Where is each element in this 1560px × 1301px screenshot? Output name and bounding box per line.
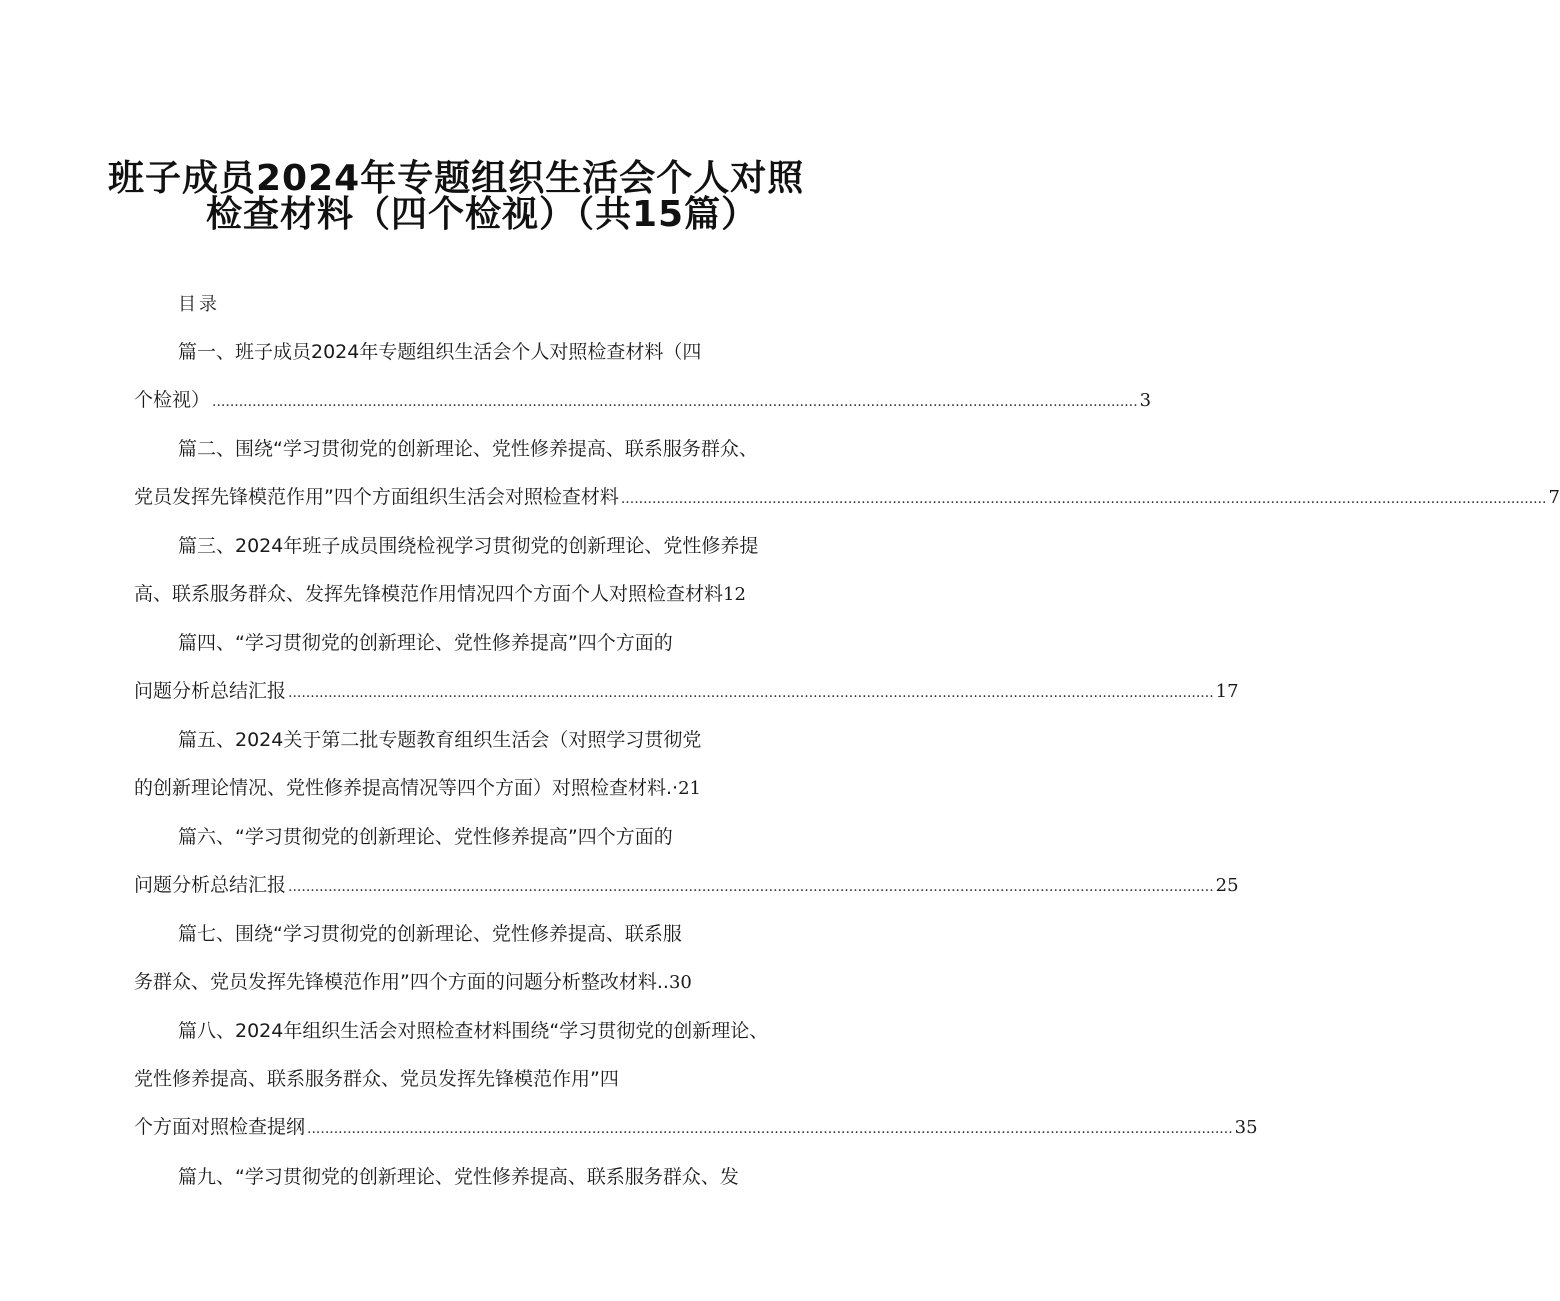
- toc-entry-8-page: 35: [1234, 1117, 1258, 1138]
- toc-entry-3-line-2: 高、联系服务群众、发挥先锋模范作用情况四个方面个人对照检查材料: [134, 583, 724, 605]
- dot-leader: ................................................................................................................................................................................................................: [212, 394, 1138, 410]
- dot-leader: ................................................................................................................................................................................................................: [288, 685, 1214, 701]
- toc-entry-7-line-1[interactable]: 篇七、围绕“学习贯彻党的创新理论、党性修养提高、联系服: [178, 923, 682, 945]
- toc-entry-1-end[interactable]: [134, 388, 1152, 412]
- toc-entry-6-line-2: 问题分析总结汇报: [134, 874, 287, 896]
- document-title-line-1: 班子成员2024年专题组织生活会个人对照: [108, 158, 805, 199]
- toc-entry-1-line-1[interactable]: 篇一、班子成员2024年专题组织生活会个人对照检查材料（四: [178, 341, 702, 363]
- document-title-line-2: 检查材料（四个检视）（共15篇）: [206, 194, 759, 235]
- toc-entry-1-page: 3: [1139, 390, 1152, 411]
- toc-entry-3-line-1[interactable]: 篇三、2024年班子成员围绕检视学习贯彻党的创新理论、党性修养提: [178, 535, 759, 557]
- toc-entry-2-page: 7: [1548, 487, 1560, 508]
- toc-entry-5-line-1[interactable]: 篇五、2024关于第二批专题教育组织生活会（对照学习贯彻党: [178, 729, 702, 751]
- toc-entry-8-line-1[interactable]: 篇八、2024年组织生活会对照检查材料围绕“学习贯彻党的创新理论、: [178, 1020, 769, 1042]
- toc-entry-6-end[interactable]: [134, 873, 1239, 897]
- dot-leader: ................................................................................................................................................................................................................: [620, 491, 1547, 507]
- toc-entry-8-end[interactable]: [134, 1115, 1258, 1139]
- dot-leader: ................................................................................................................................................................................................................: [288, 879, 1214, 895]
- toc-entry-6-page: 25: [1215, 875, 1239, 896]
- toc-entry-2-line-1[interactable]: 篇二、围绕“学习贯彻党的创新理论、党性修养提高、联系服务群众、: [178, 438, 758, 460]
- toc-entry-5-line-2: 的创新理论情况、党性修养提高情况等四个方面）对照检查材料.·: [134, 777, 679, 799]
- toc-entry-4-line-1[interactable]: 篇四、“学习贯彻党的创新理论、党性修养提高”四个方面的: [178, 632, 673, 654]
- toc-entry-5-page: 21: [678, 778, 701, 799]
- toc-entry-5-end[interactable]: [134, 776, 744, 800]
- toc-entry-4-line-2: 问题分析总结汇报: [134, 680, 287, 702]
- toc-heading: 目录: [178, 294, 220, 315]
- toc-entry-7-page: 30: [668, 972, 692, 993]
- toc-entry-3-page: 12: [723, 584, 746, 605]
- toc-entry-1-line-2: 个检视）: [134, 389, 211, 411]
- toc-entry-8-line-2: 党性修养提高、联系服务群众、党员发挥先锋模范作用”四: [134, 1068, 619, 1090]
- toc-entry-6-line-1[interactable]: 篇六、“学习贯彻党的创新理论、党性修养提高”四个方面的: [178, 826, 673, 848]
- toc-entry-2-line-2: 党员发挥先锋模范作用”四个方面组织生活会对照检查材料: [134, 486, 619, 508]
- toc-entry-2-end[interactable]: [134, 485, 1560, 509]
- dot-leader: ................................................................................................................................................................................................................: [307, 1121, 1233, 1137]
- toc-entry-4-page: 17: [1215, 681, 1239, 702]
- toc-entry-7-line-2: 务群众、党员发挥先锋模范作用”四个方面的问题分析整改材料..: [134, 971, 669, 993]
- toc-entry-7-end[interactable]: [134, 970, 734, 994]
- toc-entry-3-end[interactable]: [134, 582, 784, 606]
- toc-entry-8-line-3: 个方面对照检查提纲: [134, 1116, 306, 1138]
- toc-entry-9-line-1[interactable]: 篇九、“学习贯彻党的创新理论、党性修养提高、联系服务群众、发: [178, 1166, 739, 1188]
- toc-entry-4-end[interactable]: [134, 679, 1239, 703]
